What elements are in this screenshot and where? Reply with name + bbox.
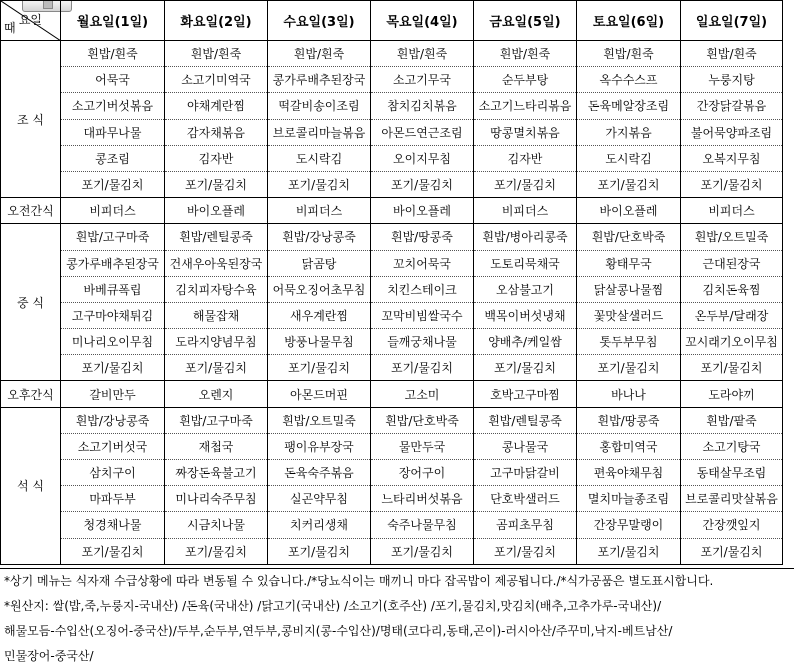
menu-cell: 물만두국 xyxy=(371,433,474,459)
menu-cell: 비피더스 xyxy=(681,198,783,224)
menu-cell: 포기/물김치 xyxy=(681,171,783,197)
menu-cell: 소고기미역국 xyxy=(165,67,268,93)
menu-cell: 오렌지 xyxy=(165,381,268,407)
menu-row xyxy=(1,407,783,433)
menu-cell: 흰밥/강낭콩죽 xyxy=(268,224,371,250)
menu-row xyxy=(1,250,783,276)
footnotes xyxy=(0,568,794,669)
menu-cell: 흰밥/흰죽 xyxy=(165,41,268,67)
menu-cell: 실곤약무침 xyxy=(268,486,371,512)
menu-cell: 포기/물김치 xyxy=(474,538,577,564)
menu-cell: 돈육숙주볶음 xyxy=(268,460,371,486)
menu-cell: 흰밥/땅콩죽 xyxy=(371,224,474,250)
day-header: 월요일(1일) xyxy=(61,1,165,41)
menu-cell: 감자채볶음 xyxy=(165,119,268,145)
menu-cell: 비피더스 xyxy=(61,198,165,224)
menu-cell: 포기/물김치 xyxy=(474,355,577,381)
menu-cell: 바이오플레 xyxy=(577,198,681,224)
corner-day-label: 요일 xyxy=(18,13,42,27)
menu-cell: 옥수수스프 xyxy=(577,67,681,93)
menu-cell: 청경채나물 xyxy=(61,512,165,538)
meal-label: 중 식 xyxy=(1,224,61,381)
menu-cell: 미나리오이무침 xyxy=(61,329,165,355)
menu-cell: 톳두부무침 xyxy=(577,329,681,355)
menu-cell: 포기/물김치 xyxy=(474,171,577,197)
note-line: *상기 메뉴는 식자재 수급상황에 따라 변동될 수 있습니다./*당뇨식이는 매끼니 마다 잡곡밥이 제공됩니다./*식가공품은 별도표시합니다. xyxy=(0,568,794,594)
menu-cell: 장어구이 xyxy=(371,460,474,486)
menu-cell: 가지볶음 xyxy=(577,119,681,145)
meal-label: 오전간식 xyxy=(1,198,61,224)
menu-cell: 짜장돈육불고기 xyxy=(165,460,268,486)
menu-cell: 흰밥/렌틸콩죽 xyxy=(474,407,577,433)
menu-cell: 소고기버섯국 xyxy=(61,433,165,459)
menu-cell: 백목이버섯냉채 xyxy=(474,302,577,328)
menu-cell: 포기/물김치 xyxy=(61,171,165,197)
menu-cell: 포기/물김치 xyxy=(681,538,783,564)
menu-row xyxy=(1,67,783,93)
menu-cell: 닭곰탕 xyxy=(268,250,371,276)
menu-cell: 흰밥/고구마죽 xyxy=(165,407,268,433)
menu-cell: 황태무국 xyxy=(577,250,681,276)
menu-row xyxy=(1,512,783,538)
menu-row xyxy=(1,486,783,512)
menu-row xyxy=(1,276,783,302)
menu-cell: 호박고구마찜 xyxy=(474,381,577,407)
menu-row xyxy=(1,145,783,171)
menu-cell: 흰밥/단호박죽 xyxy=(371,407,474,433)
menu-cell: 야채계란찜 xyxy=(165,93,268,119)
menu-cell: 편육야채무침 xyxy=(577,460,681,486)
menu-cell: 재첩국 xyxy=(165,433,268,459)
menu-cell: 양배추/케일쌈 xyxy=(474,329,577,355)
menu-cell: 브로콜리마늘볶음 xyxy=(268,119,371,145)
menu-cell: 비피더스 xyxy=(474,198,577,224)
menu-cell: 갈비만두 xyxy=(61,381,165,407)
menu-cell: 도시락김 xyxy=(268,145,371,171)
menu-cell: 김자반 xyxy=(165,145,268,171)
menu-cell: 포기/물김치 xyxy=(371,355,474,381)
menu-row xyxy=(1,41,783,67)
meal-label: 조 식 xyxy=(1,41,61,198)
day-header: 토요일(6일) xyxy=(577,1,681,41)
menu-cell: 고구마닭갈비 xyxy=(474,460,577,486)
menu-cell: 꼬막비빔쌀국수 xyxy=(371,302,474,328)
menu-cell: 바이오플레 xyxy=(165,198,268,224)
menu-row xyxy=(1,433,783,459)
menu-cell: 흰밥/단호박죽 xyxy=(577,224,681,250)
menu-cell: 포기/물김치 xyxy=(577,538,681,564)
menu-cell: 콩나물국 xyxy=(474,433,577,459)
menu-cell: 바이오플레 xyxy=(371,198,474,224)
menu-cell: 대파무나물 xyxy=(61,119,165,145)
menu-cell: 흰밥/고구마죽 xyxy=(61,224,165,250)
menu-cell: 소고기탕국 xyxy=(681,433,783,459)
menu-cell: 포기/물김치 xyxy=(165,538,268,564)
menu-row xyxy=(1,381,783,407)
menu-cell: 홍합미역국 xyxy=(577,433,681,459)
menu-cell: 간장닭갈볶음 xyxy=(681,93,783,119)
menu-cell: 삼치구이 xyxy=(61,460,165,486)
menu-cell: 흰밥/땅콩죽 xyxy=(577,407,681,433)
menu-cell: 포기/물김치 xyxy=(371,171,474,197)
menu-cell: 흰밥/흰죽 xyxy=(268,41,371,67)
day-header: 목요일(4일) xyxy=(371,1,474,41)
menu-cell: 팽이유부장국 xyxy=(268,433,371,459)
menu-cell: 도시락김 xyxy=(577,145,681,171)
menu-cell: 치커리생채 xyxy=(268,512,371,538)
menu-cell: 포기/물김치 xyxy=(371,538,474,564)
menu-cell: 비피더스 xyxy=(268,198,371,224)
day-header: 수요일(3일) xyxy=(268,1,371,41)
menu-cell: 건새우아욱된장국 xyxy=(165,250,268,276)
menu-cell: 꼬치어묵국 xyxy=(371,250,474,276)
menu-cell: 포기/물김치 xyxy=(268,355,371,381)
menu-cell: 도토리묵채국 xyxy=(474,250,577,276)
menu-cell: 포기/물김치 xyxy=(165,171,268,197)
menu-cell: 단호박샐러드 xyxy=(474,486,577,512)
menu-cell: 떡갈비송이조림 xyxy=(268,93,371,119)
menu-cell: 새우계란찜 xyxy=(268,302,371,328)
menu-cell: 흰밥/흰죽 xyxy=(371,41,474,67)
menu-row xyxy=(1,302,783,328)
menu-cell: 돈육메알장조림 xyxy=(577,93,681,119)
menu-cell: 김자반 xyxy=(474,145,577,171)
menu-cell: 참치김치볶음 xyxy=(371,93,474,119)
menu-cell: 근대된장국 xyxy=(681,250,783,276)
day-header: 화요일(2일) xyxy=(165,1,268,41)
menu-cell: 포기/물김치 xyxy=(577,355,681,381)
menu-cell: 흰밥/흰죽 xyxy=(474,41,577,67)
menu-cell: 누룽지탕 xyxy=(681,67,783,93)
menu-cell: 흰밥/흰죽 xyxy=(61,41,165,67)
menu-cell: 김치돈육찜 xyxy=(681,276,783,302)
menu-row xyxy=(1,119,783,145)
menu-cell: 흰밥/오트밀죽 xyxy=(268,407,371,433)
menu-cell: 흰밥/오트밀죽 xyxy=(681,224,783,250)
menu-cell: 오삼불고기 xyxy=(474,276,577,302)
menu-cell: 바베큐폭립 xyxy=(61,276,165,302)
menu-cell: 어묵오징어초무침 xyxy=(268,276,371,302)
menu-cell: 콩가루배추된장국 xyxy=(268,67,371,93)
meal-label: 오후간식 xyxy=(1,381,61,407)
menu-row xyxy=(1,538,783,564)
menu-cell: 고구마야채튀김 xyxy=(61,302,165,328)
menu-cell: 흰밥/흰죽 xyxy=(577,41,681,67)
menu-cell: 간장깻잎지 xyxy=(681,512,783,538)
menu-cell: 해물잡채 xyxy=(165,302,268,328)
menu-cell: 아몬드머핀 xyxy=(268,381,371,407)
menu-cell: 멸치마늘종조림 xyxy=(577,486,681,512)
menu-cell: 김치피자탕수육 xyxy=(165,276,268,302)
menu-cell: 마파두부 xyxy=(61,486,165,512)
note-line: 해물모듬-수입산(오징어-중국산)/두부,순두부,연두부,콩비지(콩-수입산)/명태(코다리,동태,곤이)-러시아산/주꾸미,낙지-베트남산/ xyxy=(4,624,673,638)
menu-cell: 포기/물김치 xyxy=(681,355,783,381)
menu-cell: 닭살콩나물찜 xyxy=(577,276,681,302)
menu-cell: 숙주나물무침 xyxy=(371,512,474,538)
menu-cell: 도라지양념무침 xyxy=(165,329,268,355)
menu-cell: 어묵국 xyxy=(61,67,165,93)
menu-cell: 바나나 xyxy=(577,381,681,407)
menu-cell: 포기/물김치 xyxy=(577,171,681,197)
menu-cell: 꽃맛살샐러드 xyxy=(577,302,681,328)
corner-header xyxy=(1,1,61,41)
day-header: 금요일(5일) xyxy=(474,1,577,41)
menu-cell: 브로콜리맛살볶음 xyxy=(681,486,783,512)
menu-cell: 미나리숙주무침 xyxy=(165,486,268,512)
menu-cell: 곰피초무침 xyxy=(474,512,577,538)
menu-cell: 포기/물김치 xyxy=(61,538,165,564)
menu-row xyxy=(1,460,783,486)
menu-cell: 들깨궁채나물 xyxy=(371,329,474,355)
menu-cell: 흰밥/강낭콩죽 xyxy=(61,407,165,433)
menu-cell: 오이지무침 xyxy=(371,145,474,171)
corner-meal-label: 때 xyxy=(4,21,16,35)
menu-cell: 시금치나물 xyxy=(165,512,268,538)
meal-label: 석 식 xyxy=(1,407,61,564)
menu-row xyxy=(1,198,783,224)
menu-cell: 온두부/달래장 xyxy=(681,302,783,328)
menu-row xyxy=(1,93,783,119)
menu-cell: 꼬시래기오이무침 xyxy=(681,329,783,355)
day-header: 일요일(7일) xyxy=(681,1,783,41)
menu-cell: 포기/물김치 xyxy=(268,538,371,564)
menu-cell: 치킨스테이크 xyxy=(371,276,474,302)
menu-cell: 아몬드연근조림 xyxy=(371,119,474,145)
menu-cell: 간장무말랭이 xyxy=(577,512,681,538)
menu-cell: 포기/물김치 xyxy=(268,171,371,197)
menu-cell: 포기/물김치 xyxy=(165,355,268,381)
menu-cell: 동태살무조림 xyxy=(681,460,783,486)
menu-row xyxy=(1,329,783,355)
menu-cell: 느타리버섯볶음 xyxy=(371,486,474,512)
menu-row xyxy=(1,355,783,381)
menu-cell: 콩조림 xyxy=(61,145,165,171)
menu-cell: 순두부탕 xyxy=(474,67,577,93)
menu-cell: 불어묵양파조림 xyxy=(681,119,783,145)
menu-cell: 소고기느타리볶음 xyxy=(474,93,577,119)
menu-cell: 땅콩멸치볶음 xyxy=(474,119,577,145)
menu-cell: 고소미 xyxy=(371,381,474,407)
menu-cell: 흰밥/병아리콩죽 xyxy=(474,224,577,250)
menu-cell: 흰밥/팥죽 xyxy=(681,407,783,433)
menu-cell: 포기/물김치 xyxy=(61,355,165,381)
menu-cell: 콩가루배추된장국 xyxy=(61,250,165,276)
note-line: *원산지: 쌀(밥,죽,누룽지-국내산) /돈육(국내산) /닭고기(국내산) /소고기(호주산) /포기,물김치,맛김치(배추,고추가루-국내산)/ xyxy=(4,599,662,613)
menu-cell: 도라야끼 xyxy=(681,381,783,407)
menu-cell: 흰밥/흰죽 xyxy=(681,41,783,67)
header-row xyxy=(1,1,783,41)
menu-row xyxy=(1,171,783,197)
menu-cell: 방풍나물무침 xyxy=(268,329,371,355)
menu-row xyxy=(1,224,783,250)
note-line: 민물장어-중국산/ xyxy=(4,649,94,663)
menu-cell: 흰밥/렌틸콩죽 xyxy=(165,224,268,250)
menu-cell: 소고기버섯볶음 xyxy=(61,93,165,119)
menu-cell: 소고기무국 xyxy=(371,67,474,93)
menu-cell: 오복지무침 xyxy=(681,145,783,171)
